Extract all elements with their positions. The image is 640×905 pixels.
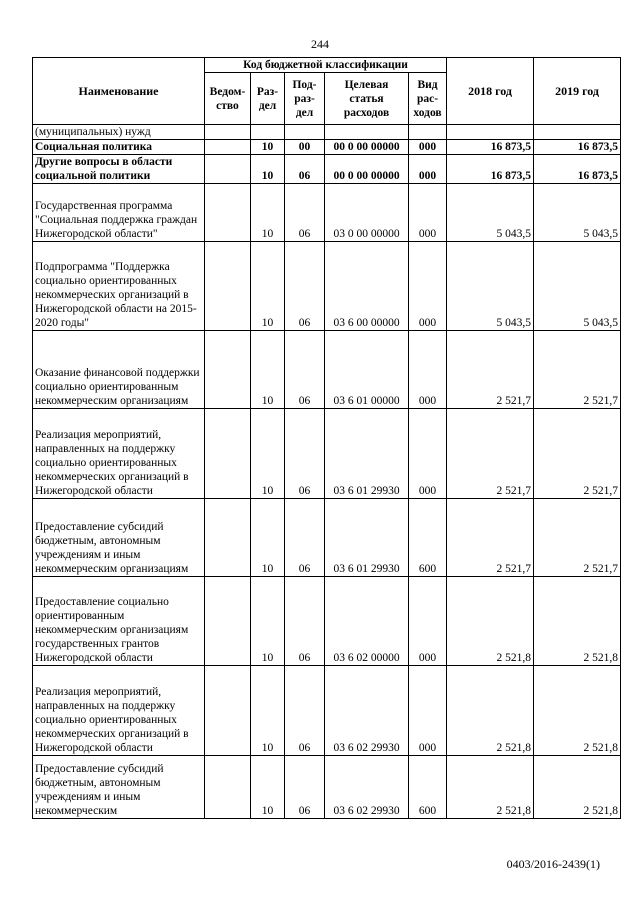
table-cell-razdel xyxy=(251,125,285,140)
table-row xyxy=(33,409,621,499)
table-cell-name: Подпрограмма "Поддержка социально ориентированных некоммерческих организаций в Нижегородской области на 2015-2020 годы" xyxy=(33,242,205,331)
table-cell-vid: 000 xyxy=(409,666,447,756)
header-year-2018: 2018 год xyxy=(447,58,534,125)
table-cell-2019: 2 521,8 xyxy=(534,756,621,819)
table-cell-podrazdel xyxy=(285,125,325,140)
table-cell-razdel: 10 xyxy=(251,577,285,666)
table-cell-vedomstvo xyxy=(205,756,251,819)
table-row xyxy=(33,184,621,242)
table-row xyxy=(33,125,621,140)
header-code-group: Код бюджетной классификации xyxy=(205,58,447,73)
table-row xyxy=(33,499,621,577)
table-cell-2018: 5 043,5 xyxy=(447,184,534,242)
table-cell-vedomstvo xyxy=(205,577,251,666)
table-row xyxy=(33,577,621,666)
table-cell-2019: 5 043,5 xyxy=(534,184,621,242)
table-cell-vid: 000 xyxy=(409,184,447,242)
table-cell-vid xyxy=(409,125,447,140)
header-vid: Вид рас-ходов xyxy=(409,73,447,125)
table-cell-name: Реализация мероприятий, направленных на поддержку социально ориентированных некоммерческих организаций в Нижегородской области xyxy=(33,409,205,499)
table-cell-celevaya: 00 0 00 00000 xyxy=(325,140,409,155)
table-cell-vid: 000 xyxy=(409,409,447,499)
table-cell-podrazdel: 06 xyxy=(285,577,325,666)
table-cell-vid: 000 xyxy=(409,577,447,666)
table-cell-celevaya: 00 0 00 00000 xyxy=(325,155,409,184)
table-cell-2019: 2 521,7 xyxy=(534,331,621,409)
table-cell-vid: 600 xyxy=(409,756,447,819)
table-cell-vid: 600 xyxy=(409,499,447,577)
table-row xyxy=(33,331,621,409)
table-cell-name: (муниципальных) нужд xyxy=(33,125,205,140)
table-cell-name: Оказание финансовой поддержки социально ориентированным некоммерческим организациям xyxy=(33,331,205,409)
table-cell-celevaya: 03 0 00 00000 xyxy=(325,184,409,242)
table-cell-celevaya: 03 6 01 29930 xyxy=(325,409,409,499)
table-cell-2019: 2 521,8 xyxy=(534,577,621,666)
table-cell-celevaya: 03 6 02 29930 xyxy=(325,666,409,756)
table-cell-razdel: 10 xyxy=(251,756,285,819)
table-cell-name: Предоставление субсидий бюджетным, автономным учреждениям и иным некоммерческим организациям xyxy=(33,499,205,577)
table-cell-2018: 2 521,8 xyxy=(447,577,534,666)
table-cell-razdel: 10 xyxy=(251,409,285,499)
table-cell-podrazdel: 06 xyxy=(285,184,325,242)
table-cell-2018: 2 521,8 xyxy=(447,666,534,756)
document-number: 0403/2016-2439(1) xyxy=(506,857,600,871)
budget-table xyxy=(32,57,621,819)
table-row xyxy=(33,242,621,331)
table-cell-vedomstvo xyxy=(205,331,251,409)
table-cell-vid: 000 xyxy=(409,140,447,155)
table-cell-celevaya xyxy=(325,125,409,140)
table-cell-celevaya: 03 6 02 00000 xyxy=(325,577,409,666)
table-cell-2018: 2 521,7 xyxy=(447,331,534,409)
table-cell-razdel: 10 xyxy=(251,184,285,242)
header-celevaya: Целевая статья расходов xyxy=(325,73,409,125)
table-row xyxy=(33,666,621,756)
table-cell-name: Другие вопросы в области социальной политики xyxy=(33,155,205,184)
table-row xyxy=(33,756,621,819)
table-row xyxy=(33,155,621,184)
header-name: Наименование xyxy=(33,58,205,125)
table-cell-2019: 5 043,5 xyxy=(534,242,621,331)
table-cell-2019 xyxy=(534,125,621,140)
table-cell-2018 xyxy=(447,125,534,140)
table-cell-name: Социальная политика xyxy=(33,140,205,155)
table-cell-2019: 16 873,5 xyxy=(534,140,621,155)
table-row xyxy=(33,140,621,155)
table-cell-2019: 2 521,7 xyxy=(534,409,621,499)
table-cell-vid: 000 xyxy=(409,331,447,409)
table-cell-razdel: 10 xyxy=(251,140,285,155)
table-cell-podrazdel: 06 xyxy=(285,155,325,184)
table-cell-podrazdel: 06 xyxy=(285,756,325,819)
table-cell-2018: 2 521,7 xyxy=(447,409,534,499)
header-razdel: Раз-дел xyxy=(251,73,285,125)
table-cell-2019: 2 521,7 xyxy=(534,499,621,577)
table-cell-vedomstvo xyxy=(205,499,251,577)
table-cell-razdel: 10 xyxy=(251,331,285,409)
table-cell-2018: 2 521,7 xyxy=(447,499,534,577)
table-cell-vedomstvo xyxy=(205,125,251,140)
table-cell-podrazdel: 06 xyxy=(285,499,325,577)
table-cell-vid: 000 xyxy=(409,155,447,184)
table-cell-razdel: 10 xyxy=(251,155,285,184)
table-cell-vedomstvo xyxy=(205,409,251,499)
header-year-2019: 2019 год xyxy=(534,58,621,125)
table-cell-podrazdel: 06 xyxy=(285,331,325,409)
header-vedomstvo: Ведом-ство xyxy=(205,73,251,125)
table-cell-celevaya: 03 6 02 29930 xyxy=(325,756,409,819)
table-cell-vedomstvo xyxy=(205,155,251,184)
table-cell-name: Предоставление социально ориентированным некоммерческим организациям государственных грантов Нижегородской области xyxy=(33,577,205,666)
table-body xyxy=(33,125,621,819)
table-cell-celevaya: 03 6 01 00000 xyxy=(325,331,409,409)
table-cell-vid: 000 xyxy=(409,242,447,331)
table-cell-vedomstvo xyxy=(205,666,251,756)
table-cell-2019: 2 521,8 xyxy=(534,666,621,756)
table-cell-2018: 5 043,5 xyxy=(447,242,534,331)
table-cell-vedomstvo xyxy=(205,140,251,155)
table-cell-podrazdel: 06 xyxy=(285,666,325,756)
header-podrazdel: Под-раз-дел xyxy=(285,73,325,125)
table-cell-2018: 16 873,5 xyxy=(447,140,534,155)
table-cell-razdel: 10 xyxy=(251,499,285,577)
table-cell-celevaya: 03 6 01 29930 xyxy=(325,499,409,577)
table-cell-vedomstvo xyxy=(205,242,251,331)
table-cell-2019: 16 873,5 xyxy=(534,155,621,184)
table-cell-2018: 16 873,5 xyxy=(447,155,534,184)
table-cell-razdel: 10 xyxy=(251,666,285,756)
table-cell-celevaya: 03 6 00 00000 xyxy=(325,242,409,331)
table-cell-vedomstvo xyxy=(205,184,251,242)
table-cell-name: Государственная программа "Социальная поддержка граждан Нижегородской области" xyxy=(33,184,205,242)
table-cell-name: Реализация мероприятий, направленных на поддержку социально ориентированных некоммерческих организаций в Нижегородской области xyxy=(33,666,205,756)
page-number: 244 xyxy=(311,37,329,51)
table-cell-podrazdel: 06 xyxy=(285,242,325,331)
table-cell-2018: 2 521,8 xyxy=(447,756,534,819)
table-cell-name: Предоставление субсидий бюджетным, автономным учреждениям и иным некоммерческим xyxy=(33,756,205,819)
table-cell-podrazdel: 06 xyxy=(285,409,325,499)
table-cell-podrazdel: 00 xyxy=(285,140,325,155)
table-cell-razdel: 10 xyxy=(251,242,285,331)
